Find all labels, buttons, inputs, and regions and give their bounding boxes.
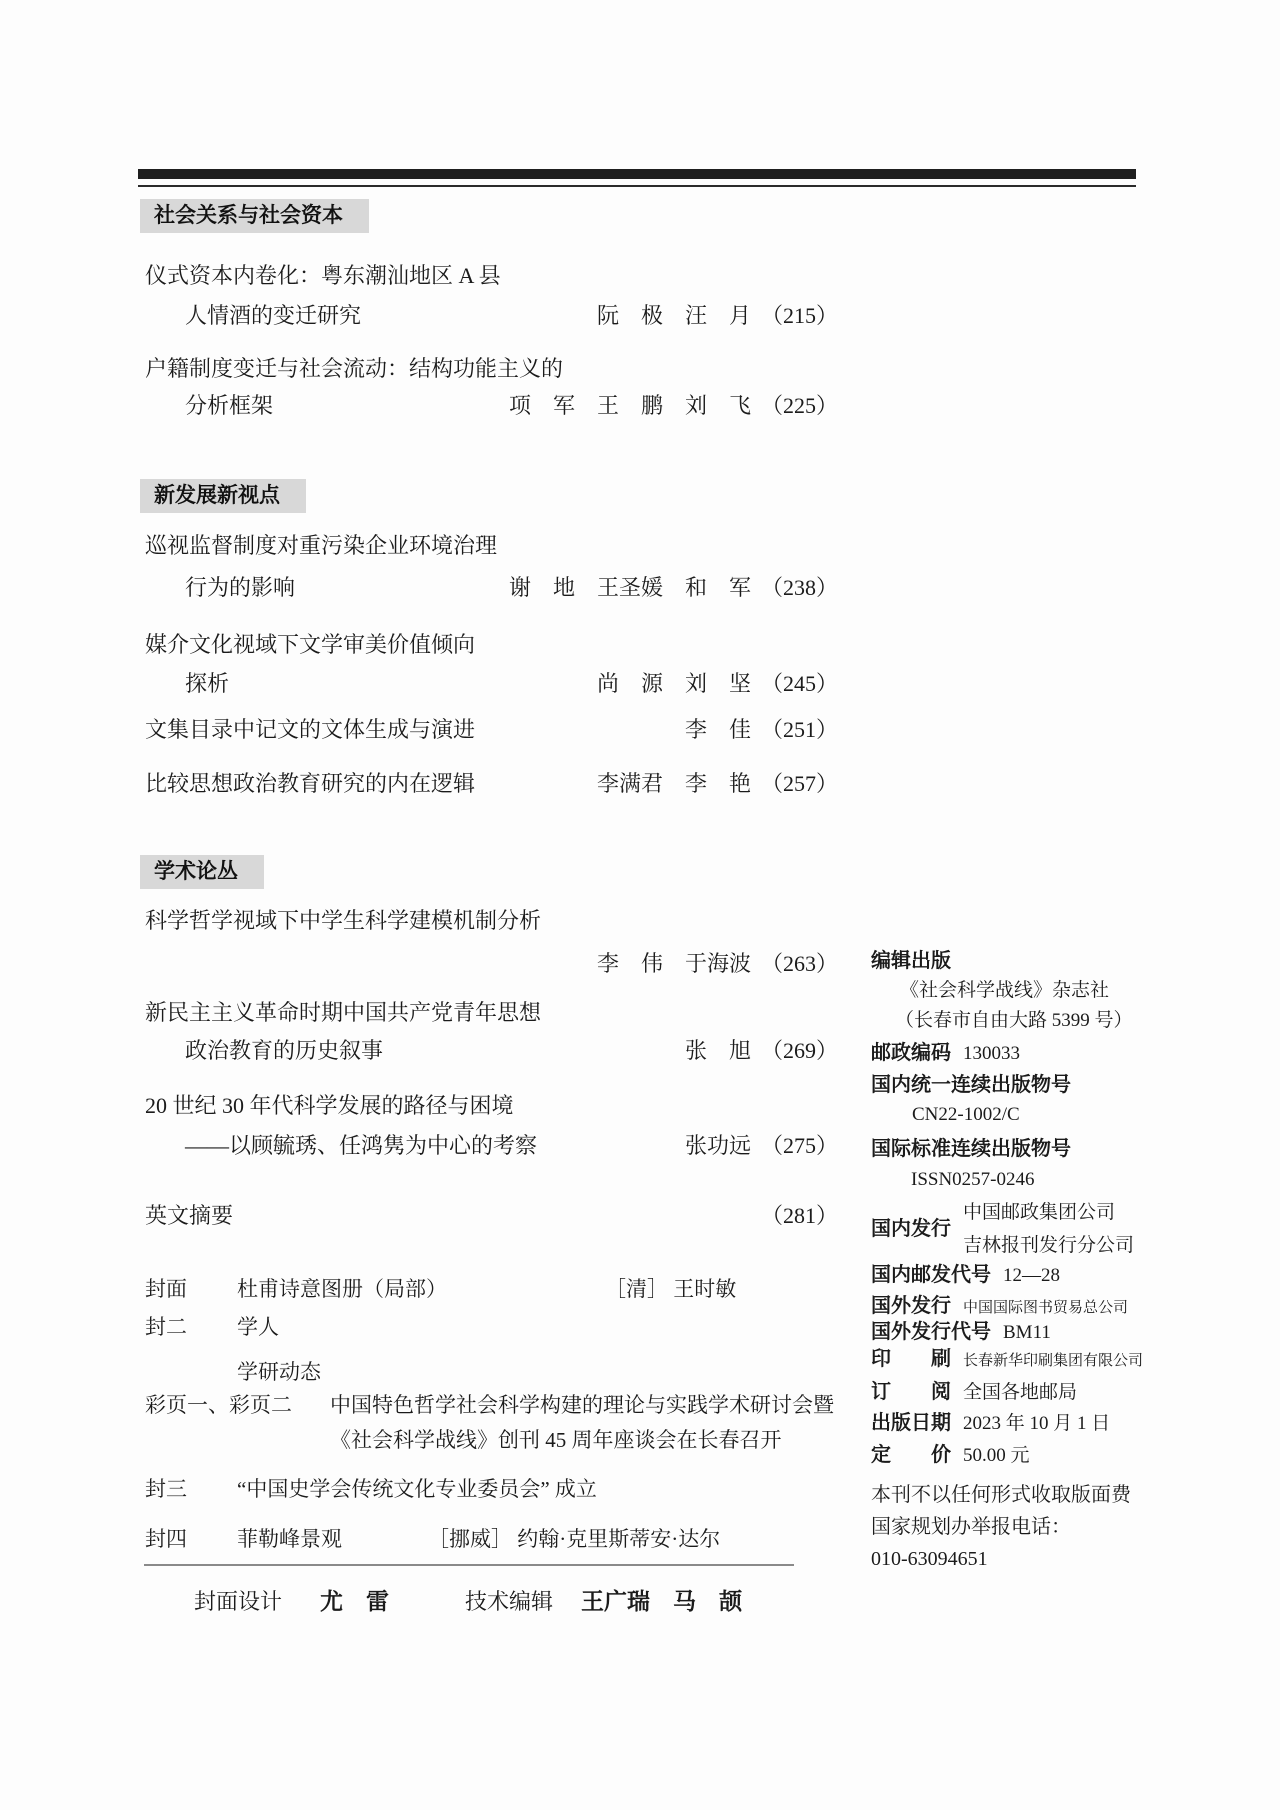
toc-line — [185, 669, 838, 699]
article-title: 政治教育的历史叙事 — [185, 1038, 384, 1063]
section-header-new-perspectives: 新发展新视点 — [140, 479, 306, 513]
article-authors: 李满君 李 艳 — [596, 771, 751, 796]
article-page-number: （245） — [760, 671, 838, 696]
pub-publisher-name: 《社会科学战线》杂志社 — [900, 980, 1110, 1001]
pub-label: 邮政编码 — [871, 1042, 951, 1064]
pub-row-postal-code — [871, 1261, 1060, 1289]
pub-value: 全国各地邮局 — [963, 1382, 1078, 1403]
toc-line — [185, 1036, 838, 1066]
pub-label: 出版日期 — [871, 1412, 951, 1434]
article-page-number: （281） — [760, 1203, 838, 1228]
article-title: 文集目录中记文的文体生成与演进 — [145, 717, 476, 742]
pub-label: 国外发行代号 — [871, 1321, 991, 1343]
pub-cn-number: CN22-1002/C — [912, 1104, 1020, 1125]
pub-value: 130033 — [963, 1043, 1020, 1064]
article-page-number: （269） — [760, 1038, 838, 1063]
pub-value: 中国国际图书贸易总公司 — [963, 1300, 1129, 1316]
notice-report-hotline-number: 010-63094651 — [871, 1548, 988, 1570]
article-page-number: （257） — [760, 771, 838, 796]
pub-label: 国内邮发代号 — [871, 1264, 991, 1286]
cover-row-inside-back — [145, 1474, 900, 1504]
cover-design-label: 封面设计 — [194, 1589, 283, 1614]
pub-value: 50.00 元 — [963, 1445, 1030, 1466]
article-authors: 谢 地 王圣媛 和 军 — [508, 575, 751, 600]
pub-value: 12—28 — [1003, 1265, 1060, 1286]
article-title: 巡视监督制度对重污染企业环境治理 — [145, 533, 498, 558]
article-page-number: （225） — [760, 393, 838, 418]
toc-line — [145, 261, 838, 291]
pub-row-printer — [871, 1345, 1143, 1373]
pub-label: 国内发行 — [871, 1218, 951, 1240]
toc-line — [145, 715, 838, 745]
pub-value: BM11 — [1003, 1322, 1051, 1343]
article-title: ——以顾毓琇、任鸿隽为中心的考察 — [185, 1133, 538, 1158]
article-page-number: （251） — [760, 717, 838, 742]
section-header-academic-forum: 学术论丛 — [140, 855, 264, 889]
pub-row-overseas-distribution — [871, 1292, 1128, 1320]
toc-line — [145, 1091, 838, 1121]
pub-label: 定 价 — [871, 1444, 951, 1466]
cover-label: 封四 — [145, 1527, 187, 1551]
pub-label: 国内统一连续出版物号 — [871, 1074, 1071, 1096]
cover-label: 封二 — [145, 1315, 187, 1339]
toc-line — [145, 769, 838, 799]
notice-no-page-fees: 本刊不以任何形式收取版面费 — [871, 1484, 1131, 1506]
article-title: 户籍制度变迁与社会流动：结构功能主义的 — [145, 356, 564, 381]
article-authors: 项 军 王 鹏 刘 飞 — [508, 393, 751, 418]
cover-title: 学研动态 — [237, 1360, 321, 1384]
cover-row-inside-front — [145, 1312, 900, 1342]
toc-line — [145, 906, 838, 936]
toc-line — [145, 354, 838, 384]
toc-line — [145, 630, 838, 660]
article-title: 新民主主义革命时期中国共产党青年思想 — [145, 1000, 542, 1025]
footer-credits — [194, 1583, 742, 1616]
cover-row-front — [145, 1274, 900, 1304]
pub-label: 编辑出版 — [871, 950, 951, 972]
pub-row-publisher — [871, 947, 951, 975]
article-title: 行为的影响 — [185, 575, 296, 600]
toc-line — [185, 391, 838, 421]
article-title: 英文摘要 — [145, 1203, 234, 1228]
article-authors: 阮 极 汪 月 — [596, 303, 751, 328]
article-title: 科学哲学视域下中学生科学建模机制分析 — [145, 908, 542, 933]
cover-credit: ［挪威］ 约翰·克里斯蒂安·达尔 — [428, 1527, 721, 1551]
pub-label: 印 刷 — [871, 1348, 951, 1370]
cover-label: 彩页一、彩页二 — [145, 1393, 292, 1417]
toc-line — [145, 949, 838, 979]
article-title: 媒介文化视域下文学审美价值倾向 — [145, 632, 476, 657]
article-authors: 张功远 — [684, 1133, 751, 1158]
cover-design-names: 尤 雷 — [320, 1588, 390, 1614]
pub-row-issn-label — [871, 1135, 1071, 1163]
article-authors: 李 佳 — [684, 717, 751, 742]
pub-row-overseas-code — [871, 1318, 1051, 1346]
article-title: 仪式资本内卷化：粤东潮汕地区 A 县 — [145, 263, 501, 288]
article-authors: 李 伟 于海波 — [596, 951, 751, 976]
cover-title: 菲勒峰景观 — [237, 1527, 342, 1551]
section-header-social-relations: 社会关系与社会资本 — [140, 199, 369, 233]
cover-title: 《社会科学战线》创刊 45 周年座谈会在长春召开 — [330, 1428, 782, 1452]
toc-line — [145, 998, 838, 1028]
article-title: 比较思想政治教育研究的内在逻辑 — [145, 771, 476, 796]
article-authors: 尚 源 刘 坚 — [596, 671, 751, 696]
pub-label: 国际标准连续出版物号 — [871, 1138, 1071, 1160]
toc-line — [185, 1131, 838, 1161]
article-page-number: （263） — [760, 951, 838, 976]
cover-row-color-pages — [145, 1390, 900, 1420]
top-rule-thick — [138, 169, 1136, 179]
cover-row-academic-news — [145, 1357, 900, 1387]
pub-row-domestic-distribution — [871, 1196, 1134, 1262]
pub-label: 国外发行 — [871, 1295, 951, 1317]
cover-label: 封面 — [145, 1277, 187, 1301]
pub-value: 2023 年 10 月 1 日 — [963, 1413, 1111, 1434]
article-authors: 张 旭 — [684, 1038, 751, 1063]
cover-title: 学人 — [237, 1315, 279, 1339]
cover-credit: ［清］ 王时敏 — [605, 1277, 737, 1301]
article-title: 人情酒的变迁研究 — [185, 303, 362, 328]
pub-row-domestic-serial-number — [871, 1071, 1071, 1099]
toc-line-english-abstracts — [145, 1201, 838, 1231]
toc-line — [145, 531, 838, 561]
pub-value: 长春新华印刷集团有限公司 — [963, 1353, 1144, 1369]
pub-row-subscription — [871, 1377, 1077, 1406]
footer-divider — [144, 1564, 794, 1566]
article-page-number: （215） — [760, 303, 838, 328]
article-title: 分析框架 — [185, 393, 274, 418]
pub-row-publication-date — [871, 1408, 1110, 1437]
cover-row-color-pages-line2 — [145, 1425, 900, 1455]
pub-row-price — [871, 1440, 1030, 1469]
cover-title: 杜甫诗意图册（局部） — [237, 1277, 447, 1301]
cover-title: 中国特色哲学社会科学构建的理论与实践学术研讨会暨 — [330, 1393, 834, 1417]
pub-publisher-address: （长春市自由大路 5399 号） — [895, 1010, 1133, 1031]
pub-issn-number: ISSN0257-0246 — [911, 1169, 1035, 1190]
notice-report-hotline-label: 国家规划办举报电话： — [871, 1516, 1071, 1538]
tech-editor-names: 王广瑞 马 颉 — [581, 1588, 743, 1614]
cover-label: 封三 — [145, 1477, 187, 1501]
article-title: 探析 — [185, 671, 230, 696]
pub-value: 中国邮政集团公司 — [963, 1202, 1116, 1223]
article-title: 20 世纪 30 年代科学发展的路径与困境 — [145, 1093, 514, 1118]
pub-value: 吉林报刊发行分公司 — [963, 1235, 1135, 1256]
toc-line — [185, 301, 838, 331]
article-page-number: （275） — [760, 1133, 838, 1158]
tech-editor-label: 技术编辑 — [465, 1589, 554, 1614]
top-rule-thin — [138, 185, 1136, 187]
toc-line — [185, 573, 838, 603]
cover-row-back — [145, 1524, 900, 1554]
pub-row-postcode — [871, 1039, 1020, 1067]
pub-label: 订 阅 — [871, 1381, 951, 1403]
cover-title: “中国史学会传统文化专业委员会” 成立 — [237, 1477, 597, 1501]
article-page-number: （238） — [760, 575, 838, 600]
